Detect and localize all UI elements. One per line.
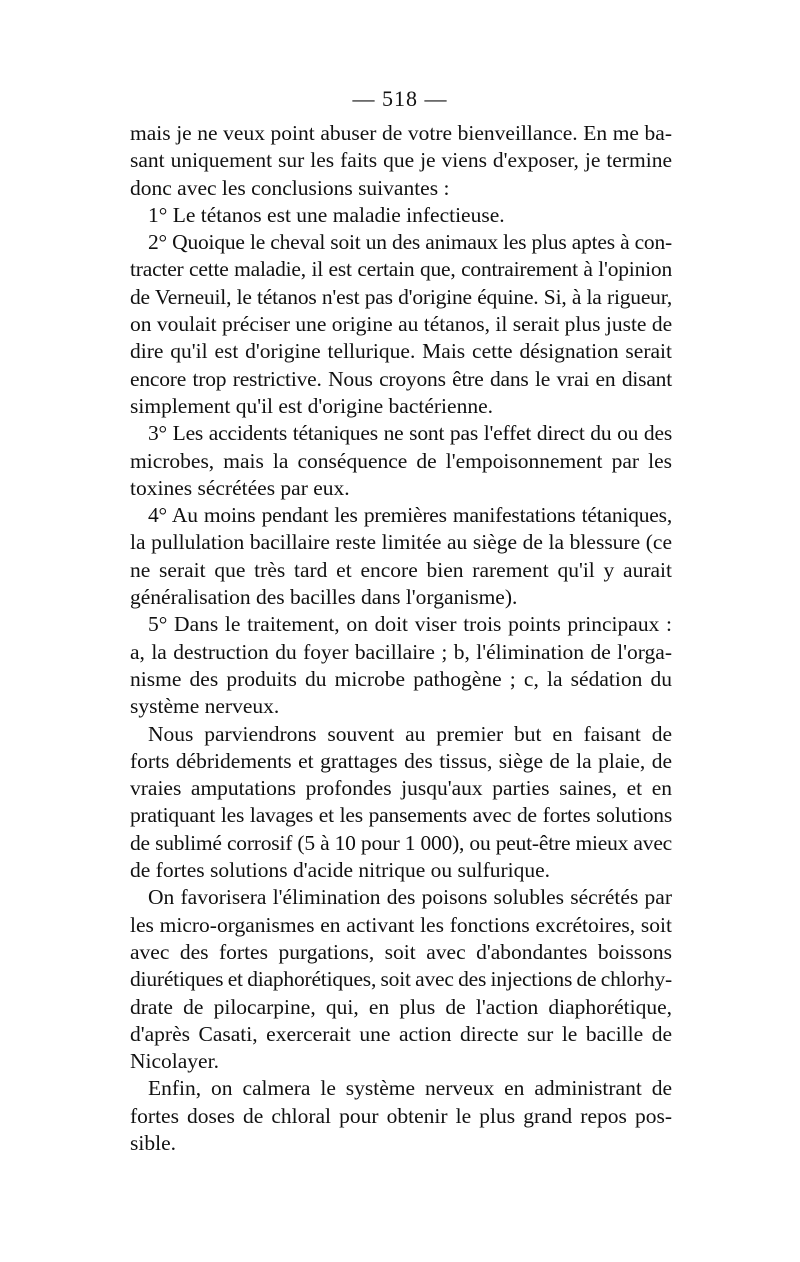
text-line: système nerveux. <box>130 694 280 719</box>
paragraph-treatment-2 <box>130 884 672 1075</box>
text-line: d'après Casati, exercerait une action directe sur le bacille de <box>130 1021 672 1046</box>
text-line: avec des fortes purgations, soit avec d'abondantes boissons <box>130 939 672 964</box>
text-line: encore trop restrictive. Nous croyons être dans le vrai en disant <box>130 366 672 391</box>
text-line: fortes doses de chloral pour obtenir le plus grand repos pos- <box>130 1103 672 1128</box>
text-line: on voulait préciser une origine au tétanos, il serait plus juste de <box>130 312 673 337</box>
paragraph-treatment-1 <box>130 721 672 885</box>
text-line: drate de pilocarpine, qui, en plus de l'action diaphorétique, <box>130 994 672 1019</box>
text-line: ne serait que très tard et encore bien rarement qu'il y aurait <box>130 557 672 582</box>
text-line: a, la destruction du foyer bacillaire ; b, l'élimination de l'orga- <box>130 639 672 664</box>
text-line: 5° Dans le traitement, on doit viser trois points principaux : <box>148 612 672 637</box>
paragraph-conclusion-1 <box>130 202 672 229</box>
text-line: simplement qu'il est d'origine bactérienne. <box>130 393 493 418</box>
paragraph-continuation <box>130 120 672 202</box>
text-line: toxines sécrétées par eux. <box>130 475 350 500</box>
text-line: diurétiques et diaphorétiques, soit avec des injections de chlorhy- <box>130 967 672 992</box>
paragraph-conclusion-4 <box>130 502 672 611</box>
text-line: On favorisera l'élimination des poisons solubles sécrétés par <box>148 885 672 910</box>
text-line: mais je ne veux point abuser de votre bienveillance. En me ba- <box>130 121 672 145</box>
text-line: tracter cette maladie, il est certain que, contrairement à l'opinion <box>130 257 672 282</box>
text-line: dire qu'il est d'origine tellurique. Mais cette désignation serait <box>130 339 672 364</box>
paragraph-treatment-3 <box>130 1075 672 1157</box>
body-text <box>130 120 672 1157</box>
text-line: forts débridements et grattages des tissus, siège de la plaie, de <box>130 748 672 773</box>
text-line: pratiquant les lavages et les pansements avec de fortes solutions <box>130 803 672 828</box>
text-line: microbes, mais la conséquence de l'empoisonnement par les <box>130 448 672 473</box>
paragraph-conclusion-5 <box>130 611 672 720</box>
text-line: sible. <box>130 1130 176 1155</box>
text-line: les micro-organismes en activant les fonctions excrétoires, soit <box>130 912 672 937</box>
text-line: 1° Le tétanos est une maladie infectieuse. <box>148 202 505 227</box>
text-line: la pullulation bacillaire reste limitée au siège de la blessure (ce <box>130 530 672 555</box>
text-line: nisme des produits du microbe pathogène ; c, la sédation du <box>130 666 672 691</box>
paragraph-conclusion-3 <box>130 420 672 502</box>
text-line: généralisation des bacilles dans l'organisme). <box>130 585 518 610</box>
paragraph-conclusion-2 <box>130 229 672 420</box>
text-line: de Verneuil, le tétanos n'est pas d'origine équine. Si, à la rigueur, <box>130 284 672 309</box>
text-line: 2° Quoique le cheval soit un des animaux les plus aptes à con- <box>148 230 672 255</box>
text-line: sant uniquement sur les faits que je viens d'exposer, je termine <box>130 148 672 173</box>
text-line: vraies amputations profondes jusqu'aux parties saines, et en <box>130 776 672 801</box>
text-line: 4° Au moins pendant les premières manifestations tétaniques, <box>148 503 672 528</box>
text-line: de sublimé corrosif (5 à 10 pour 1 000), ou peut-être mieux avec <box>130 830 672 855</box>
text-line: 3° Les accidents tétaniques ne sont pas l'effet direct du ou des <box>148 421 672 446</box>
text-line: de fortes solutions d'acide nitrique ou sulfurique. <box>130 858 551 883</box>
page-number: — 518 — <box>352 86 448 111</box>
text-line: Nicolayer. <box>130 1049 219 1074</box>
text-line: donc avec les conclusions suivantes : <box>130 175 450 200</box>
text-line: Enfin, on calmera le système nerveux en administrant de <box>148 1076 672 1101</box>
text-line: Nous parviendrons souvent au premier but en faisant de <box>148 721 672 746</box>
